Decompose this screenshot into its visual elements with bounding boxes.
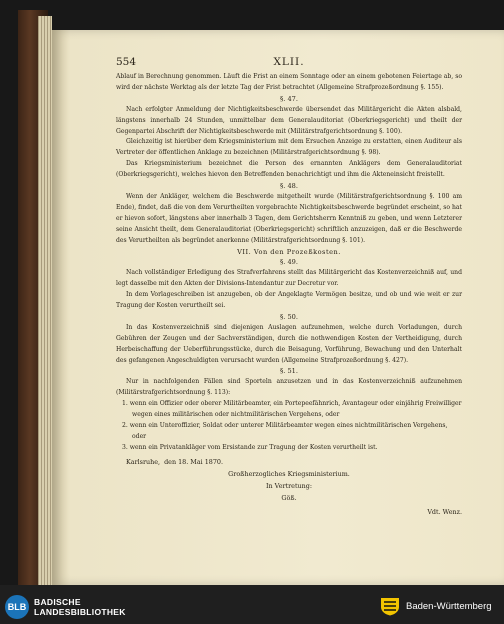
countersignature: Vdt. Wenz. bbox=[427, 507, 462, 516]
paragraph: In dem Vorlageschreiben ist anzugeben, ob der Angeklagte Vermögen besitze, und ob und wie weit er zur Tragung der Kosten verurtheilt sei. bbox=[116, 291, 462, 310]
paragraph: Nach vollständiger Erledigung des Strafverfahrens stellt das Militärgericht das Kostenverzeichniß auf, und legt dasselbe mit den Akten der Divisions-Intendantur zur Decretur vor. bbox=[116, 269, 462, 288]
paragraph: Das Kriegsministerium bezeichnet die Person des ernannten Anklägers dem Generalauditoriat (Oberkriegsgericht), welches hievon den Betreffenden benachrichtigt und ihm die Akteneinsicht freistellt. bbox=[116, 160, 462, 179]
coat-of-arms-icon[interactable] bbox=[379, 596, 401, 616]
paragraph: In das Kostenverzeichniß sind diejenigen Auslagen aufzunehmen, welche durch Vorladungen, durch Gebühren der Zeugen und der Sachverständigen, durch die nothwendigen Kosten der Vertheidigung, durch Herbeischaffung der Ueberführungsstücke, durch die Beisagung, Vorführung, Bewachung und den Unterhalt des gefangenen Angeschuldigten verursacht wurden (Allgemeine Strafprozeßordnung §. 427). bbox=[116, 323, 462, 364]
signatory: Göß. bbox=[281, 493, 297, 502]
paragraph: Wenn der Ankläger, welchem die Beschwerde mitgetheilt wurde (Militärstrafgerichtsordnung §. 100 am Ende), findet, daß die von dem Verurtheilten vorgebrachte Nichtigkeitsbeschwerde begründet erscheint, so hat er hievon sofort, längstens aber innerhalb 3 Tagen, dem Gerichtsherrn Kenntniß zu geben, und wenn Letzterer seine Ansicht theilt, dem Generalauditoriat (Oberkriegsgericht) schriftlich anzuzeigen, daß er die Beschwerde des Verurtheilten als begründet anerkenne (Militärstrafgerichtsordnung §. 101). bbox=[116, 192, 462, 244]
paragraph: Ablauf in Berechnung genommen. Läuft die Frist an einem Sonntage oder an einem gebotenen Feiertage ab, so wird der nächste Werktag als der letzte Tag der Frist betrachtet (Allgemeine Strafprozeßordnung §. 155). bbox=[116, 73, 462, 91]
state-name[interactable]: Baden-Württemberg bbox=[406, 601, 492, 612]
list-item: 1. wenn ein Offizier oder oberer Militärbeamter, ein Portepeefähnrich, Avantageur oder einjährig Freiwilliger wegen eines militärischen oder nichtmilitärischen Vergehens, oder bbox=[122, 400, 462, 419]
paragraph: Nur in nachfolgenden Fällen sind Sporteln anzusetzen und in das Kostenverzeichniß aufzunehmen (Militärstrafgerichtsordnung §. 113): bbox=[116, 378, 462, 397]
section-heading: §. 48. bbox=[280, 182, 298, 191]
running-title: XLII. bbox=[273, 56, 305, 68]
library-name[interactable] bbox=[34, 597, 126, 617]
deputy-line: In Vertretung: bbox=[266, 481, 312, 490]
list-item: 3. wenn ein Privatankläger vom Ersistande zur Tragung der Kosten verurtheilt ist. bbox=[122, 443, 378, 451]
section-heading: §. 51. bbox=[280, 367, 298, 376]
paragraph: Nach erfolgter Anmeldung der Nichtigkeitsbeschwerde übersendet das Militärgericht die Akten alsbald, längstens innerhalb 24 Stunden, unmittelbar dem Generalauditoriat (Oberkriegsgericht) und theilt der Gegenpartei Abschrift der Nichtigkeitsbeschwerde mit (Militärstrafgerichtsordnung §. 100). bbox=[116, 105, 462, 135]
library-name-line2: LANDESBIBLIOTHEK bbox=[34, 607, 126, 617]
page-edges bbox=[38, 16, 52, 585]
section-heading: §. 50. bbox=[280, 312, 298, 321]
page-content bbox=[116, 56, 462, 518]
section-heading: §. 49. bbox=[280, 258, 298, 267]
section-heading: §. 47. bbox=[280, 94, 298, 103]
place: Karlsruhe, bbox=[126, 457, 161, 466]
list-item: 2. wenn ein Unteroffizier, Soldat oder unterer Militärbeamter wegen eines nichtmilitärischen Vergehens, oder bbox=[122, 422, 448, 440]
chapter-heading: VII. Von den Prozeßkosten. bbox=[237, 247, 341, 256]
date: den 18. Mai 1870. bbox=[164, 457, 224, 466]
issuing-ministry: Großherzogliches Kriegsministerium. bbox=[228, 469, 350, 478]
blb-logo[interactable]: BLB bbox=[5, 595, 29, 619]
place-date bbox=[126, 457, 462, 468]
library-name-line1: BADISCHE bbox=[34, 597, 81, 607]
page-header bbox=[116, 56, 462, 72]
paragraph: Gleichzeitig ist hierüber dem Kriegsministerium mit dem Ersuchen Anzeige zu erstatten, einen Auditeur als Vertreter der öffentlichen Anklage zu bezeichnen (Militärstrafgerichtsordnung §. 98). bbox=[116, 138, 462, 157]
page-number: 554 bbox=[116, 56, 137, 68]
